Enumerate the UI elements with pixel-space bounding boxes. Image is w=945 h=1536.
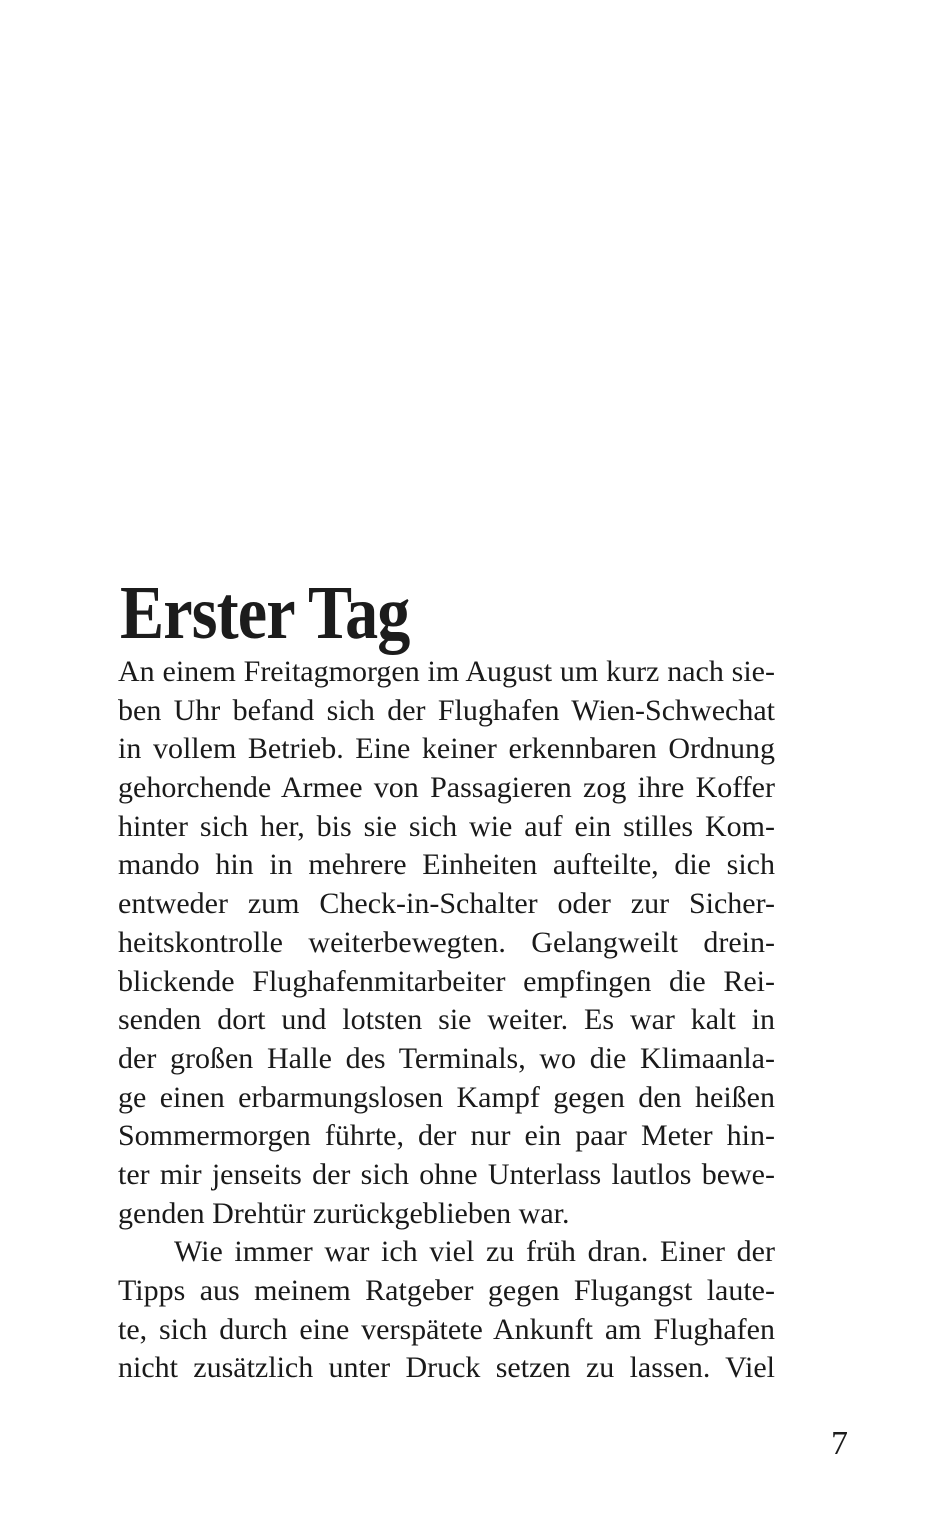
text-line: hinter sich her, bis sie sich wie auf ein stilles Kom- — [118, 809, 775, 843]
text-line: genden Drehtür zurückgeblieben war. — [118, 1196, 570, 1230]
text-line: mando hin in mehrere Einheiten aufteilte, die sich — [118, 848, 775, 882]
text-line: ge einen erbarmungslosen Kampf gegen den heißen — [118, 1080, 775, 1114]
chapter-title: Erster Tag — [120, 570, 410, 655]
text-line: An einem Freitagmorgen im August um kurz nach sie- — [118, 655, 775, 688]
text-line: entweder zum Check-in-Schalter oder zur Sicher- — [118, 887, 775, 921]
body-text — [118, 653, 775, 1388]
text-line: in vollem Betrieb. Eine keiner erkennbaren Ordnung — [118, 732, 775, 766]
text-line: ter mir jenseits der sich ohne Unterlass lautlos bewe- — [118, 1157, 775, 1191]
text-line: Wie immer war ich viel zu früh dran. Einer der — [174, 1235, 775, 1269]
text-line: der großen Halle des Terminals, wo die Klimaanla- — [118, 1041, 775, 1075]
text-line: gehorchende Armee von Passagieren zog ihre Koffer — [118, 771, 775, 805]
text-line: blickende Flughafenmitarbeiter empfingen die Rei- — [118, 964, 775, 998]
text-line: ben Uhr befand sich der Flughafen Wien-Schwechat — [118, 693, 775, 727]
text-line: nicht zusätzlich unter Druck setzen zu lassen. Viel — [118, 1351, 775, 1385]
text-line: te, sich durch eine verspätete Ankunft am Flughafen — [118, 1312, 775, 1346]
text-line: heitskontrolle weiterbewegten. Gelangweilt drein- — [118, 925, 775, 959]
text-line: Sommermorgen führte, der nur ein paar Meter hin- — [118, 1119, 775, 1153]
text-line: Tipps aus meinem Ratgeber gegen Flugangst laute- — [118, 1274, 775, 1307]
text-line: senden dort und lotsten sie weiter. Es war kalt in — [118, 1003, 775, 1037]
page-number: 7 — [831, 1425, 848, 1462]
